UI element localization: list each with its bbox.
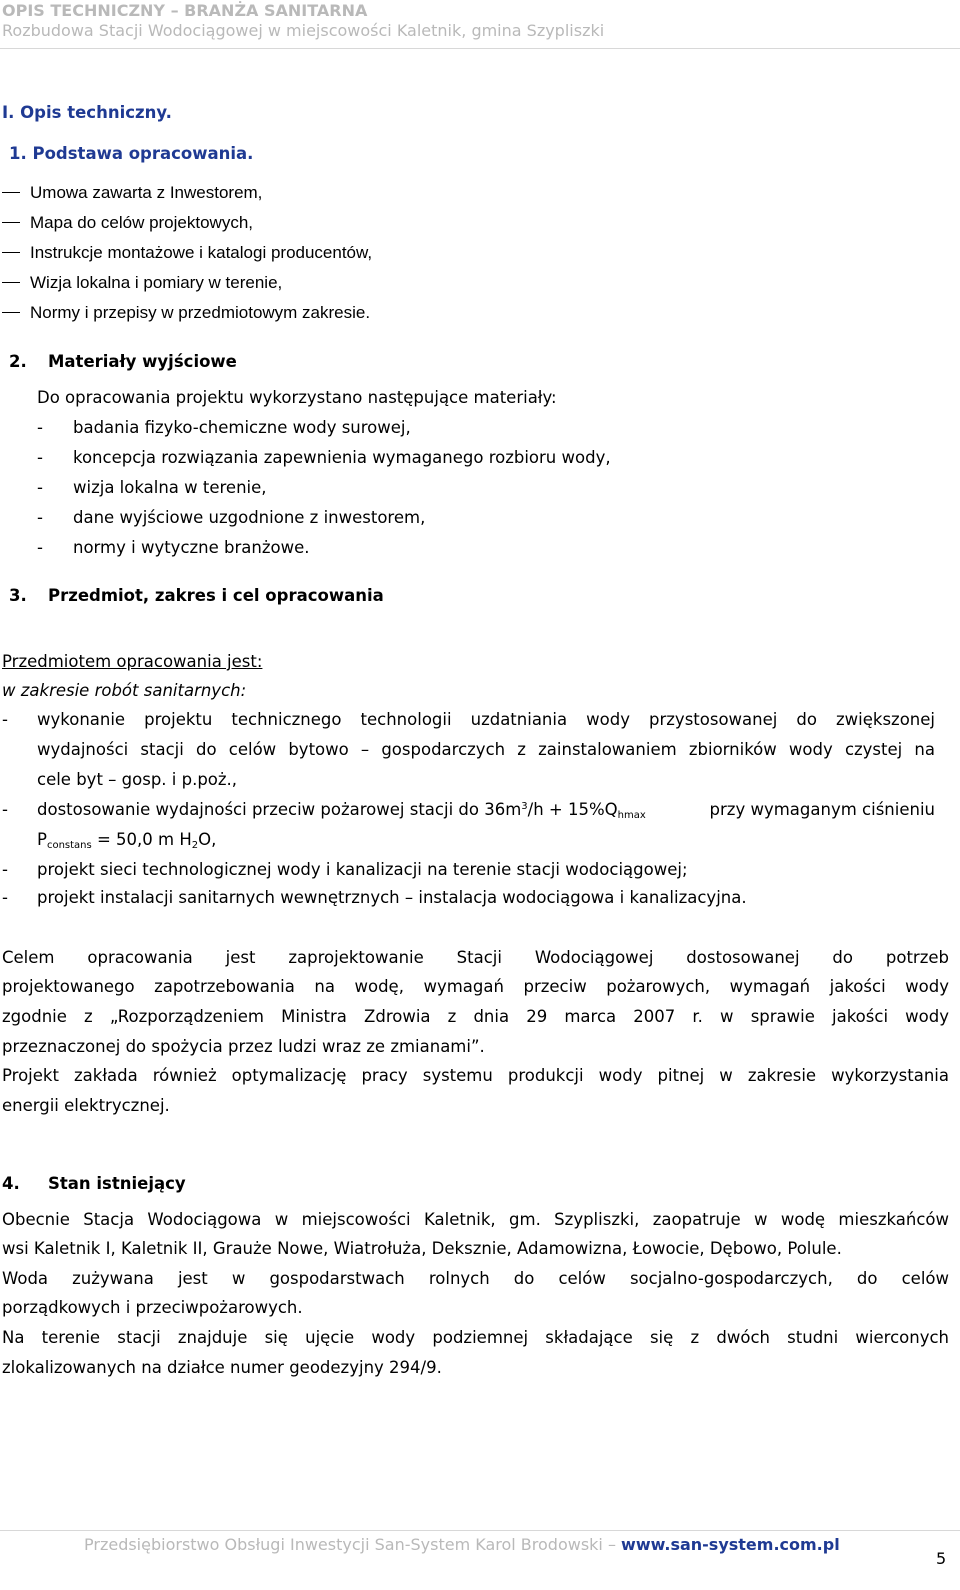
section-3-title: Przedmiot, zakres i cel opracowania (48, 586, 384, 605)
s2-list-item: - koncepcja rozwiązania zapewnienia wymaganego rozbioru wody, (37, 448, 611, 467)
s3-list-dash: - (2, 800, 8, 819)
section-3-number: 3. (9, 586, 27, 605)
footer-company: Przedsiębiorstwo Obsługi Inwestycji San-System Karol Brodowski – www.san-system.com.pl (84, 1535, 840, 1554)
s3-item2-line2: $P_{constans} = 50,0$ m $H_2O$, (37, 830, 217, 851)
header-title: OPIS TECHNICZNY – BRANŻA SANITARNA (2, 1, 368, 20)
s1-list-item: Wizja lokalna i pomiary w terenie, (2, 268, 282, 298)
s3-item1-line1: wykonanie projektu technicznego technologii uzdatniania wody przystosowanej do zwiększonej (37, 710, 935, 729)
s1-list-item: Umowa zawarta z Inwestorem, (2, 178, 262, 208)
s1-list-item: Mapa do celów projektowych, (2, 208, 253, 238)
section-1-title: 1. Podstawa opracowania. (9, 144, 254, 163)
s3-list-dash: - (2, 710, 8, 729)
s1-list-item: Normy i przepisy w przedmiotowym zakresie. (2, 298, 370, 328)
s4-paragraph-line: wsi Kaletnik I, Kaletnik II, Grauże Nowe, Wiatrołuża, Deksznie, Adamowizna, Łowocie, Dębowo, Polule. (2, 1239, 842, 1258)
s3-list-dash: - (2, 888, 8, 907)
section-4-title: Stan istniejący (48, 1174, 186, 1193)
section-2-title: Materiały wyjściowe (48, 352, 237, 371)
s3-item1-line2: wydajności stacji do celów bytowo – gospodarczych z zainstalowaniem zbiorników wody czystej na (37, 740, 935, 759)
s4-paragraph-line: porządkowych i przeciwpożarowych. (2, 1298, 303, 1317)
s4-paragraph-line: Obecnie Stacja Wodociągowa w miejscowości Kaletnik, gm. Szypliszki, zaopatruje w wodę mieszkańców (2, 1210, 949, 1229)
s2-list-item: - wizja lokalna w terenie, (37, 478, 267, 497)
s3-list-dash: - (2, 860, 8, 879)
s3-item4: projekt instalacji sanitarnych wewnętrznych – instalacja wodociągowa i kanalizacyjna. (37, 888, 747, 907)
goal-paragraph-line: projektowanego zapotrzebowania na wodę, wymagań przeciw pożarowych, wymagań jakości wody (2, 977, 949, 996)
s2-list-item: - normy i wytyczne branżowe. (37, 538, 310, 557)
header-subtitle: Rozbudowa Stacji Wodociągowej w miejscowości Kaletnik, gmina Szypliszki (2, 21, 605, 40)
main-heading: I. Opis techniczny. (2, 103, 172, 122)
goal-paragraph-line: przeznaczonej do spożycia przez ludzi wraz ze zmianami”. (2, 1037, 485, 1056)
s3-item3: projekt sieci technologicznej wody i kanalizacji na terenie stacji wodociągowej; (37, 860, 688, 879)
scope-label: w zakresie robót sanitarnych: (2, 681, 247, 700)
s4-paragraph-line: Na terenie stacji znajduje się ujęcie wody podziemnej składające się z dwóch studni wierconych (2, 1328, 949, 1347)
s4-paragraph-line: zlokalizowanych na działce numer geodezyjny 294/9. (2, 1358, 442, 1377)
optimization-paragraph-line: energii elektrycznej. (2, 1096, 170, 1115)
section-4-number: 4. (2, 1174, 20, 1193)
subject-label: Przedmiotem opracowania jest: (2, 652, 263, 671)
footer-website-link[interactable]: www.san-system.com.pl (621, 1535, 840, 1554)
s1-list-item: Instrukcje montażowe i katalogi producentów, (2, 238, 372, 268)
header-divider (0, 48, 960, 49)
section-2-number: 2. (9, 352, 27, 371)
s4-paragraph-line: Woda zużywana jest w gospodarstwach rolnych do celów socjalno-gospodarczych, do celów (2, 1269, 949, 1288)
s2-list-item: - dane wyjściowe uzgodnione z inwestorem, (37, 508, 426, 527)
optimization-paragraph-line: Projekt zakłada również optymalizację pracy systemu produkcji wody pitnej w zakresie wykorzystania (2, 1066, 949, 1085)
s2-list-item: - badania fizyko-chemiczne wody surowej, (37, 418, 411, 437)
goal-paragraph-line: Celem opracowania jest zaprojektowanie Stacji Wodociągowej dostosowanej do potrzeb (2, 948, 949, 967)
s3-item2-line1: dostosowanie wydajności przeciw pożarowej stacji do $36m^3/h + 15\%Q_{hmax}$ przy wymaganym ciśnieniu (37, 800, 935, 821)
goal-paragraph-line: zgodnie z „Rozporządzeniem Ministra Zdrowia z dnia 29 marca 2007 r. w sprawie jakości wody (2, 1007, 949, 1026)
footer-divider (0, 1530, 960, 1531)
s2-intro: Do opracowania projektu wykorzystano następujące materiały: (37, 388, 557, 407)
s3-item1-line3: cele byt – gosp. i p.poż., (37, 770, 238, 789)
page-number: 5 (936, 1549, 947, 1568)
